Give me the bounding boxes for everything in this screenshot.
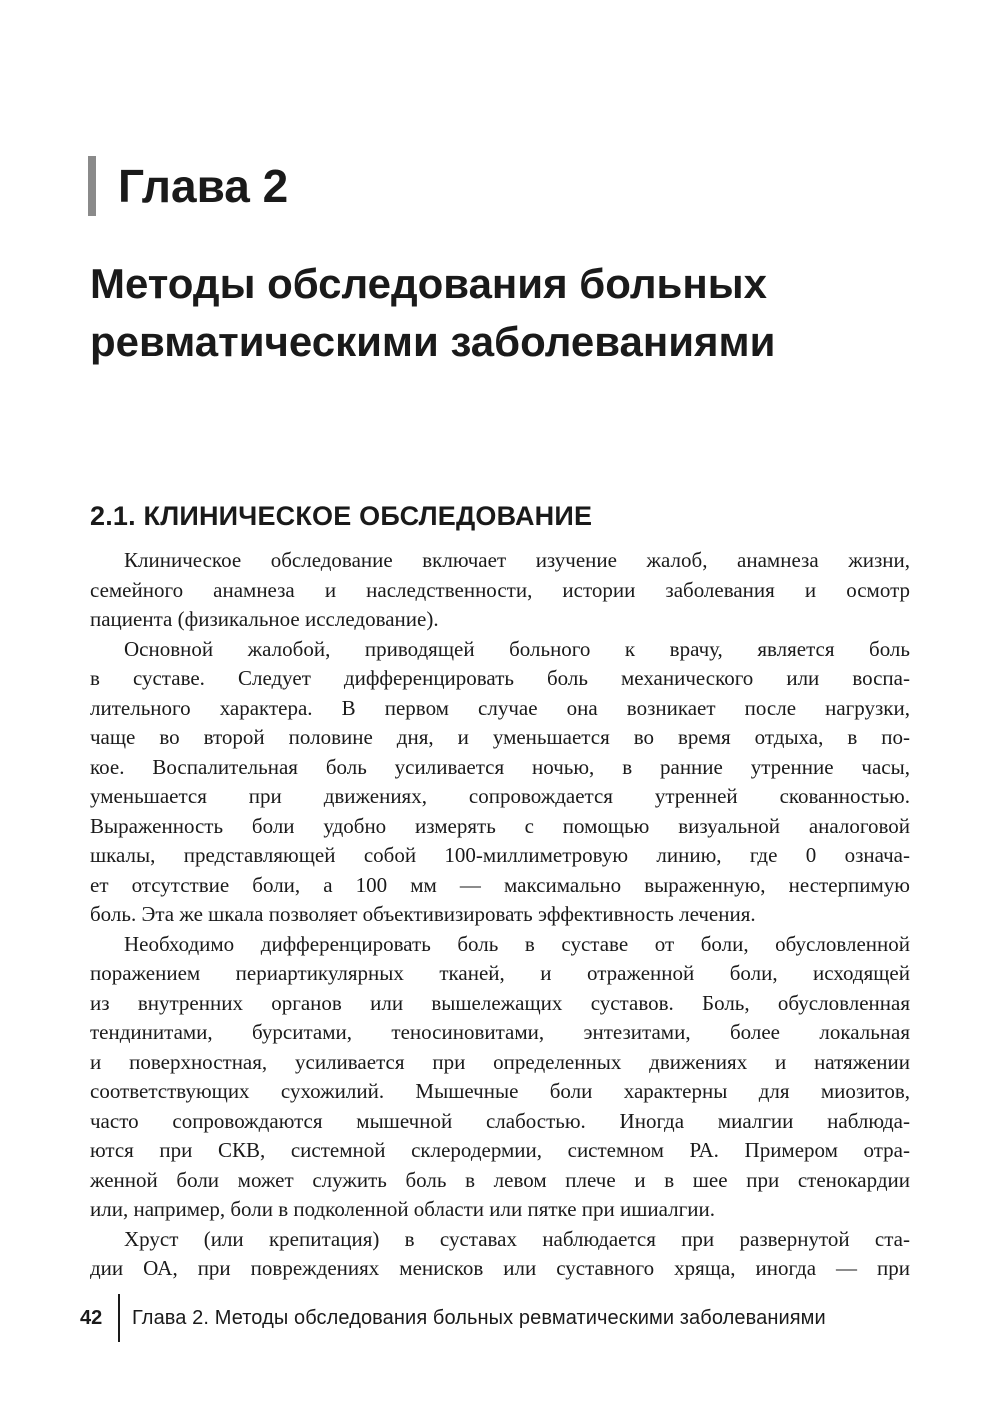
body-line: в суставе. Следует дифференцировать боль механического или воспа- <box>90 666 910 690</box>
body-line: кое. Воспалительная боль усиливается ночью, в ранние утренние часы, <box>90 754 910 779</box>
body-line: семейного анамнеза и наследственности, истории заболевания и осмотр <box>90 577 910 602</box>
body-text <box>90 546 910 1284</box>
section-heading: 2.1. КЛИНИЧЕСКОЕ ОБСЛЕДОВАНИЕ <box>90 501 593 531</box>
body-line: или, например, боли в подколенной области или пятке при ишиалгии. <box>90 1197 715 1221</box>
body-line: ет отсутствие боли, а 100 мм — максимально выраженную, нестерпимую <box>90 872 910 897</box>
body-line: Необходимо дифференцировать боль в суставе от боли, обусловленной <box>124 931 910 956</box>
body-line: лительного характера. В первом случае она возникает после нагрузки, <box>90 695 910 720</box>
body-line: Хруст (или крепитация) в суставах наблюдается при развернутой ста- <box>124 1226 910 1251</box>
chapter-label: Глава 2 <box>118 160 289 212</box>
chapter-title <box>90 255 930 371</box>
body-line: пациента (физикальное исследование). <box>90 607 439 631</box>
chapter-marker-bar <box>88 156 96 216</box>
body-line: поражением периартикулярных тканей, и отраженной боли, исходящей <box>90 961 910 985</box>
body-line: чаще во второй половине дня, и уменьшается во время отдыха, в по- <box>90 725 910 749</box>
body-line: и поверхностная, усиливается при определенных движениях и натяжении <box>90 1049 910 1074</box>
body-line: уменьшается при движениях, сопровождается утренней скованностью. <box>90 784 910 808</box>
body-line: дии ОА, при повреждениях менисков или суставного хряща, иногда — при <box>90 1256 910 1280</box>
running-title: Глава 2. Методы обследования больных ревматическими заболеваниями <box>132 1306 826 1329</box>
body-line: ются при СКВ, системной склеродермии, системном РА. Примером отра- <box>90 1138 910 1162</box>
chapter-title-line: ревматическими заболеваниями <box>90 318 776 365</box>
page-footer <box>80 1294 826 1342</box>
body-line: часто сопровождаются мышечной слабостью. Иногда миалгии наблюда- <box>90 1108 910 1133</box>
page-number: 42 <box>80 1306 103 1329</box>
body-line: из внутренних органов или вышележащих суставов. Боль, обусловленная <box>90 990 910 1015</box>
body-line: Клиническое обследование включает изучение жалоб, анамнеза жизни, <box>124 548 910 572</box>
chapter-title-line: Методы обследования больных <box>90 260 767 307</box>
body-line: Выраженность боли удобно измерять с помощью визуальной аналоговой <box>90 813 910 838</box>
body-line: тендинитами, бурситами, теносиновитами, энтезитами, более локальная <box>90 1020 910 1044</box>
body-line: женной боли может служить боль в левом плече и в шее при стенокардии <box>90 1167 910 1192</box>
footer-divider <box>118 1294 120 1342</box>
body-line: шкалы, представляющей собой 100-миллиметровую линию, где 0 означа- <box>90 843 910 867</box>
body-line: Основной жалобой, приводящей больного к врачу, является боль <box>124 636 910 661</box>
body-line: боль. Эта же шкала позволяет объективизировать эффективность лечения. <box>90 902 756 926</box>
body-line: соответствующих сухожилий. Мышечные боли характерны для миозитов, <box>90 1079 910 1103</box>
